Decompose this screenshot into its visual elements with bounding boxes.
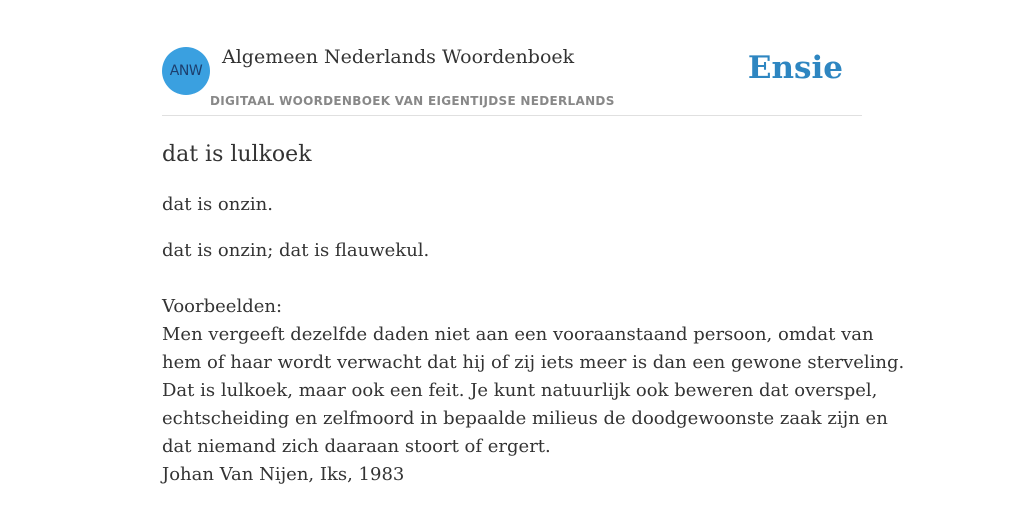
example-line: dat niemand zich daaraan stoort of ergert. [162, 436, 551, 457]
anw-logo: ANW [162, 47, 210, 95]
example-source: Johan Van Nijen, Iks, 1983 [162, 464, 405, 485]
definition-short: dat is onzin. [162, 194, 273, 215]
examples-block [162, 293, 905, 489]
examples-label: Voorbeelden: [162, 296, 283, 317]
example-line: Men vergeeft dezelfde daden niet aan een vooraanstaand persoon, omdat van [162, 324, 874, 345]
ensie-brand: Ensie [747, 50, 843, 86]
dictionary-card [162, 40, 905, 489]
dictionary-name: Algemeen Nederlands Woordenboek [222, 46, 575, 68]
example-line: echtscheiding en zelfmoord in bepaalde milieus de doodgewoonste zaak zijn en [162, 408, 888, 429]
dictionary-subtitle: DIGITAAL WOORDENBOEK VAN EIGENTIJDSE NEDERLANDS [210, 94, 615, 108]
card-header [162, 40, 862, 116]
entry-term: dat is lulkoek [162, 142, 312, 167]
example-line: hem of haar wordt verwacht dat hij of zij iets meer is dan een gewone sterveling. [162, 352, 905, 373]
example-line: Dat is lulkoek, maar ook een feit. Je kunt natuurlijk ook beweren dat overspel, [162, 380, 878, 401]
definition-long: dat is onzin; dat is flauwekul. [162, 240, 430, 261]
